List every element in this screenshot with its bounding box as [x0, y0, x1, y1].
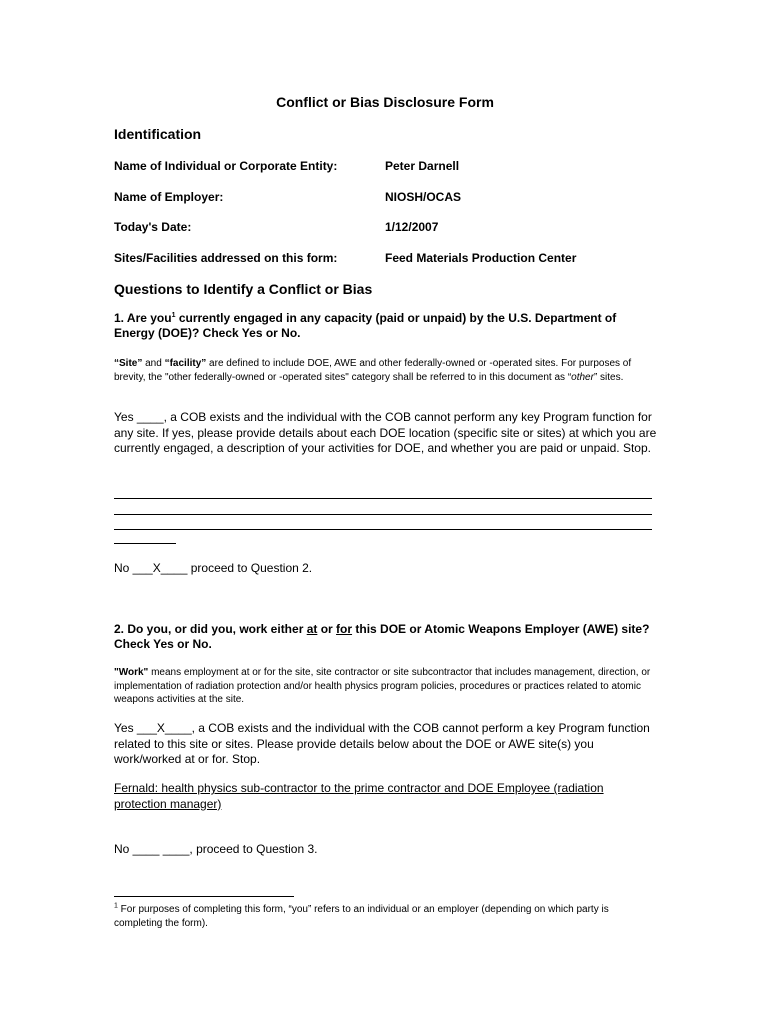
q2-at: at [306, 622, 318, 636]
q1-no-text: No ___X____ proceed to Question 2. [114, 561, 313, 575]
footnote [114, 903, 659, 930]
def-work: "Work" [114, 667, 149, 678]
row-label-date: Today's Date: [114, 220, 192, 234]
q2-no-text: No ____ ____, proceed to Question 3. [114, 842, 318, 856]
row-value-date: 1/12/2007 [385, 220, 439, 234]
questions-heading: Questions to Identify a Conflict or Bias [114, 281, 373, 297]
answer-line-2 [114, 514, 652, 515]
row-value-sites: Feed Materials Production Center [385, 251, 577, 265]
q2-or: or [317, 622, 337, 636]
def-work-rest: means employment at or for the site, site contractor or site subcontractor that includes management, direction, or implementation of radiation protection and/or health physics program policies, procedures or practices related to atomic weapons activities at the site. [114, 667, 651, 705]
q2-rest: this DOE or Atomic Weapons Employer (AWE) site? Check Yes or No. [114, 622, 650, 651]
q2-for: for [336, 622, 353, 636]
answer-line-3 [114, 529, 652, 530]
question-1 [114, 311, 659, 341]
q1-definition [114, 357, 659, 384]
row-label-name: Name of Individual or Corporate Entity: [114, 159, 338, 173]
row-value-employer: NIOSH/OCAS [385, 190, 462, 204]
row-value-name: Peter Darnell [385, 159, 460, 173]
form-title: Conflict or Bias Disclosure Form [276, 94, 494, 110]
identification-heading: Identification [114, 126, 202, 142]
footnote-separator [114, 896, 294, 897]
q2-prefix: 2. Do you, or did you, work either [114, 622, 307, 636]
answer-line-1 [114, 498, 652, 499]
question-2 [114, 622, 659, 652]
q2-detail: Fernald: health physics sub-contractor to the prime contractor and DOE Employee (radiation protection manager) [114, 781, 604, 811]
q1-rest: currently engaged in any capacity (paid or unpaid) by the U.S. Department of Energy (DOE)? Check Yes or No. [114, 311, 617, 340]
q1-yes-text: Yes ____, a COB exists and the individual with the COB cannot perform any key Program function for any site. If yes, please provide details about each DOE location (specific site or sites) at which you are currently engaged, a description of your activities for DOE, and whether you are paid or unpaid. Stop. [114, 410, 657, 455]
footnote-mark: 1 [171, 312, 176, 319]
answer-line-4 [114, 543, 176, 544]
def-rest-2: ” sites. [593, 371, 624, 383]
def-rest-1: are defined to include DOE, AWE and other federally-owned or -operated sites. For purposes of brevity, the "other federally-owned or -operated sites" category shall be referred to in this document as “ [114, 358, 632, 383]
def-facility: “facility” [164, 358, 207, 369]
row-label-sites: Sites/Facilities addressed on this form: [114, 251, 338, 265]
q1-prefix: 1. Are you [114, 311, 172, 325]
def-site: “Site” [114, 358, 143, 369]
q2-yes-text: Yes ___X____, a COB exists and the individual with the COB cannot perform a key Program function related to this site or sites. Please provide details below about the DOE or AWE site(s) you work/worked at or for. Stop. [114, 721, 650, 766]
def-other: other [571, 371, 594, 383]
def-and: and [142, 358, 165, 369]
q2-definition [114, 666, 659, 707]
footnote-number: 1 [114, 902, 118, 910]
row-label-employer: Name of Employer: [114, 190, 224, 204]
footnote-text: For purposes of completing this form, “you” refers to an individual or an employer (depending on which party is completing the form). [114, 904, 609, 929]
